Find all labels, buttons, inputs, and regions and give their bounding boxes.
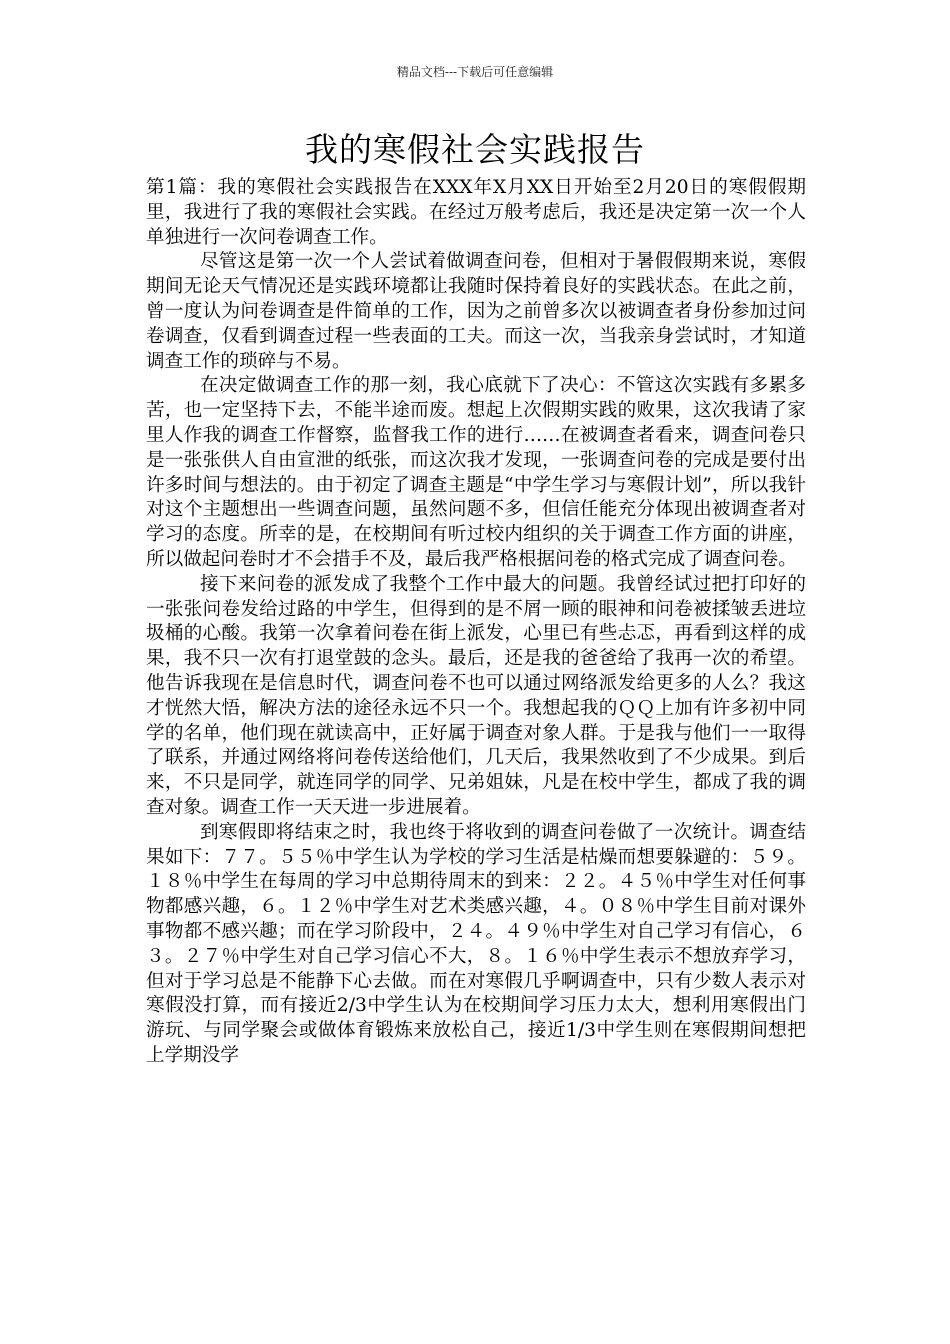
paragraph-4: 接下来问卷的派发成了我整个工作中最大的问题。我曾经试过把打印好的一张张问卷发给过路的中学生，但得到的是不屑一顾的眼神和问卷被揉皱丢进垃圾桶的心酸。我第一次拿着问卷在街上派发，心里已有些忐忑，再看到这样的成果，我不只一次有打退堂鼓的念头。最后，还是我的爸爸给了我再一次的希望。他告诉我现在是信息时代，调查问卷不也可以通过网络派发给更多的人么？我这才恍然大悟，解决方法的途径永远不只一个。我想起我的ＱＱ上加有许多初中同学的名单，他们现在就读高中，正好属于调查对象人群。于是我与他们一一取得了联系，并通过网络将问卷传送给他们，几天后，我果然收到了不少成果。到后来，不只是同学，就连同学的同学、兄弟姐妹，凡是在校中学生，都成了我的调查对象。调查工作一天天进一步进展着。: [146, 573, 806, 818]
document-body: [146, 176, 806, 1069]
paragraph-5: 到寒假即将结束之时，我也终于将收到的调查问卷做了一次统计。调查结果如下：７７。５５％中学生认为学校的学习生活是枯燥而想要躲避的：５９。１８％中学生在每周的学习中总期待周末的到来：２２。４５％中学生对任何事物都感兴趣，６。１２％中学生对艺术类感兴趣，４。０８％中学生目前对课外事物都不感兴趣；而在学习阶段中，２４。４９％中学生对自己学习有信心，６３。２７％中学生对自己学习信心不大，８。１６％中学生表示不想放弃学习，但对于学习总是不能静下心去做。而在对寒假几乎啊调查中，只有少数人表示对寒假没打算，而有接近2/3中学生认为在校期间学习压力太大，想利用寒假出门游玩、与同学聚会或做体育锻炼来放松自己，接近1/3中学生则在寒假期间想把上学期没学: [146, 821, 806, 1066]
document-title: 我的寒假社会实践报告: [305, 130, 645, 169]
page-header-watermark: 精品文档---下载后可任意编辑: [396, 65, 554, 79]
paragraph-2: 尽管这是第一次一个人尝试着做调查问卷，但相对于暑假假期来说，寒假期间无论天气情况还是实践环境都让我随时保持着良好的实践状态。在此之前，曾一度认为问卷调查是件简单的工作，因为之前曾多次以被调查者身份参加过问卷调查，仅看到调查过程一些表面的工夫。而这一次，当我亲身尝试时，才知道调查工作的琐碎与不易。: [146, 251, 806, 372]
paragraph-3: 在决定做调查工作的那一刻，我心底就下了决心：不管这次实践有多累多苦，也一定坚持下去，不能半途而废。想起上次假期实践的败果，这次我请了家里人作我的调查工作督察，监督我工作的进行……在被调查者看来，调查问卷只是一张张供人自由宣泄的纸张，而这次我才发现，一张调查问卷的完成是要付出许多时间与想法的。由于初定了调查主题是“中学生学习与寒假计划”，所以我针对这个主题想出一些调查问题，虽然问题不多，但信任能充分体现出被调查者对学习的态度。所幸的是，在校期间有听过校内组织的关于调查工作方面的讲座，所以做起问卷时才不会措手不及，最后我严格根据问卷的格式完成了调查问卷。: [146, 375, 806, 570]
paragraph-1: 第1篇：我的寒假社会实践报告在XXX年X月XX日开始至2月20日的寒假假期里，我进行了我的寒假社会实践。在经过万般考虑后，我还是决定第一次一个人单独进行一次问卷调查工作。: [146, 177, 806, 248]
